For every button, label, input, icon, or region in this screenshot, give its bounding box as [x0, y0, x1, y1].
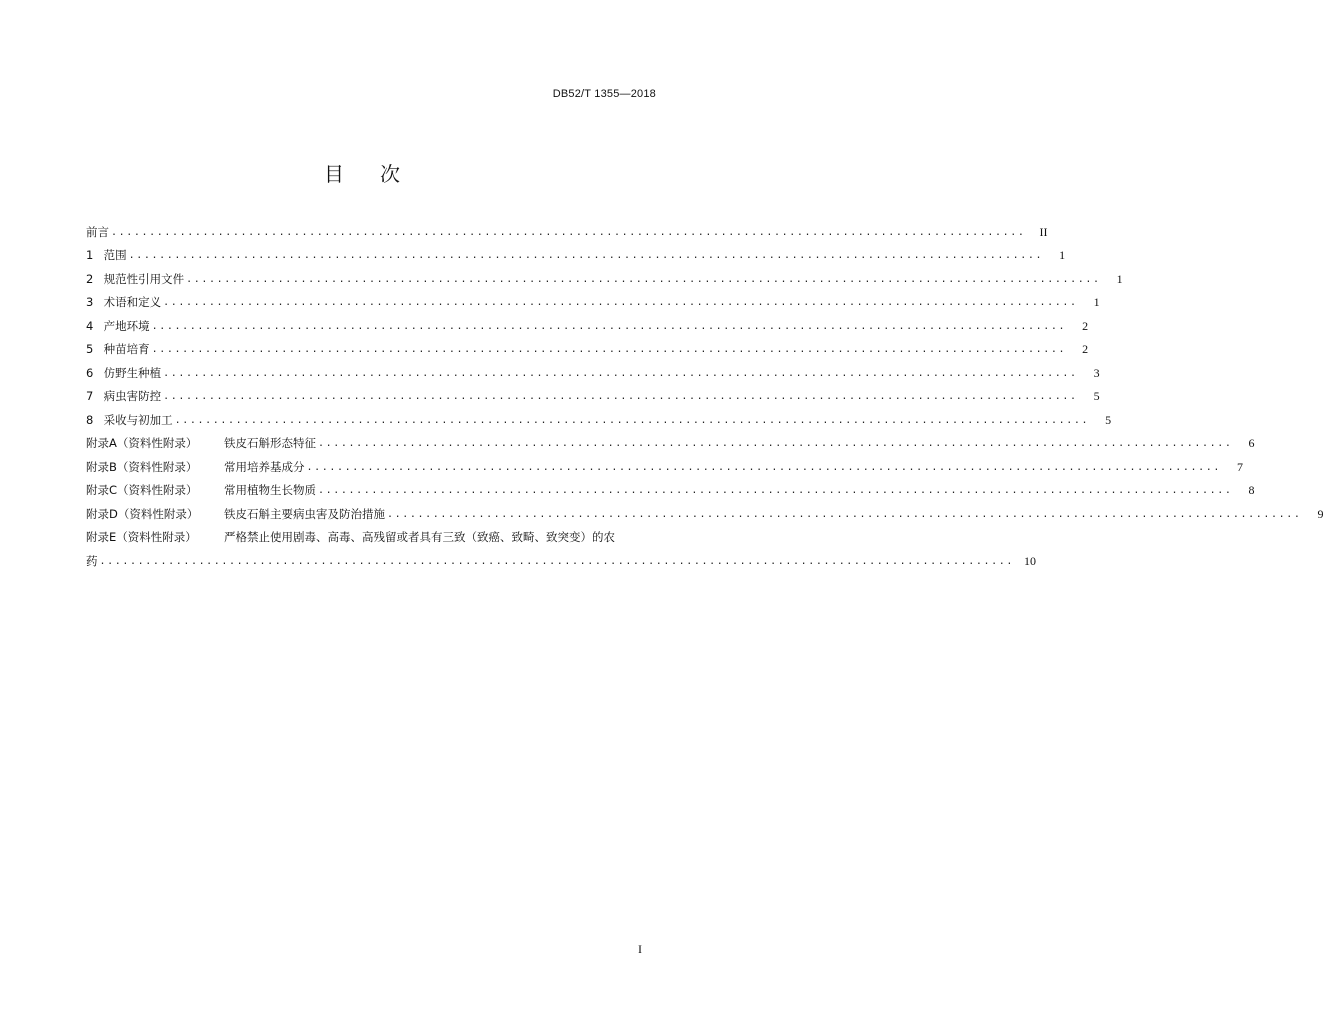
- toc-entry-page: 1: [1116, 271, 1123, 286]
- toc-entry-5[interactable]: [86, 334, 1089, 358]
- toc-leader-dots: ........................................................................................................................: [387, 508, 1302, 520]
- toc-entry-label: 产地环境: [103, 318, 150, 333]
- toc-appendix-prefix: 附录B（资料性附录）: [86, 459, 198, 474]
- toc-entry-6[interactable]: [86, 357, 1100, 381]
- toc-entry-appendix-b[interactable]: [86, 451, 1243, 475]
- toc-leader-dots: ........................................................................................................................: [318, 438, 1233, 449]
- toc-entry-label: 常用植物生长物质: [224, 483, 316, 497]
- toc-entry-appendix-d[interactable]: [86, 498, 1323, 522]
- toc-entry-label-continued: 药: [86, 553, 98, 568]
- toc-entry-appendix-c[interactable]: [86, 475, 1255, 499]
- toc-entry-number: 6: [86, 365, 94, 380]
- toc-entry-page: 8: [1248, 483, 1255, 497]
- toc-leader-dots: ........................................................................................................................: [163, 367, 1078, 379]
- toc-leader-dots: ........................................................................................................................: [174, 414, 1090, 426]
- toc-entry-label: 铁皮石斛主要病虫害及防治措施: [224, 506, 385, 521]
- toc-entry-page: 3: [1093, 365, 1100, 380]
- toc-title: [0, 158, 724, 187]
- toc-entry-label: 铁皮石斛形态特征: [224, 436, 316, 450]
- document-code: DB52/T 1355—2018: [552, 88, 656, 100]
- toc-entry-appendix-e-continued[interactable]: [86, 545, 1036, 569]
- toc-entry-2[interactable]: [86, 263, 1123, 287]
- toc-entry-4[interactable]: [86, 310, 1089, 334]
- toc-entry-7[interactable]: [86, 381, 1100, 405]
- toc-entry-page: 7: [1236, 459, 1243, 474]
- table-of-contents: [86, 216, 1323, 569]
- toc-entry-number: 2: [86, 271, 94, 286]
- toc-entry-page: 10: [1023, 553, 1036, 568]
- toc-title-char-2: 次: [380, 162, 400, 186]
- toc-entry-label: 采收与初加工: [103, 412, 173, 427]
- toc-entry-label: 仿野生种植: [103, 365, 162, 380]
- toc-entry-label: 范围: [103, 248, 127, 262]
- toc-entry-page: II: [1039, 224, 1048, 239]
- toc-entry-number: 3: [86, 295, 94, 309]
- toc-entry-label: 种苗培育: [103, 342, 150, 356]
- toc-leader-dots: ........................................................................................................................: [151, 320, 1067, 332]
- toc-appendix-prefix: 附录E（资料性附录）: [86, 530, 197, 544]
- toc-leader-dots: ........................................................................................................................: [99, 555, 1014, 567]
- toc-entry-page: 1: [1093, 295, 1100, 309]
- toc-appendix-prefix: 附录D（资料性附录）: [86, 506, 199, 521]
- toc-entry-foreword[interactable]: [86, 216, 1048, 240]
- toc-entry-page: 5: [1105, 412, 1112, 427]
- toc-leader-dots: ........................................................................................................................: [111, 226, 1026, 238]
- toc-entry-page: 1: [1059, 248, 1066, 262]
- toc-entry-appendix-a[interactable]: [86, 428, 1255, 452]
- toc-leader-dots: ........................................................................................................................: [163, 297, 1078, 308]
- toc-entry-label: 常用培养基成分: [224, 459, 305, 474]
- page-number: I: [638, 942, 642, 956]
- toc-title-char-1: 目: [324, 162, 344, 186]
- toc-entry-label: 前言: [86, 224, 109, 239]
- toc-entry-appendix-e[interactable]: [86, 522, 656, 546]
- toc-leader-dots: ........................................................................................................................: [128, 250, 1044, 261]
- toc-leader-dots: ........................................................................................................................: [318, 485, 1233, 496]
- toc-entry-1[interactable]: [86, 240, 1066, 264]
- toc-leader-dots: ........................................................................................................................: [186, 273, 1101, 285]
- toc-entry-number: 8: [86, 412, 94, 427]
- toc-entry-page: 5: [1093, 389, 1100, 403]
- toc-entry-number: 1: [86, 248, 94, 262]
- toc-entry-label: 规范性引用文件: [103, 271, 185, 286]
- toc-appendix-prefix: 附录C（资料性附录）: [86, 483, 198, 497]
- toc-appendix-prefix: 附录A（资料性附录）: [86, 436, 198, 450]
- toc-entry-3[interactable]: [86, 287, 1100, 311]
- toc-entry-page: 9: [1317, 506, 1323, 521]
- toc-leader-dots: ........................................................................................................................: [151, 344, 1067, 355]
- toc-entry-8[interactable]: [86, 404, 1112, 428]
- toc-entry-number: 7: [86, 389, 94, 403]
- toc-entry-label: 术语和定义: [103, 295, 162, 309]
- toc-leader-dots: ........................................................................................................................: [163, 391, 1078, 402]
- toc-entry-number: 4: [86, 318, 94, 333]
- toc-entry-number: 5: [86, 342, 94, 356]
- toc-entry-page: 6: [1248, 436, 1255, 450]
- toc-entry-label: 病虫害防控: [103, 389, 162, 403]
- toc-entry-page: 2: [1082, 342, 1089, 356]
- toc-entry-page: 2: [1082, 318, 1089, 333]
- toc-leader-dots: ........................................................................................................................: [306, 461, 1221, 473]
- toc-entry-label: 严格禁止使用剧毒、高毒、高残留或者具有三致（致癌、致畸、致突变）的农: [224, 530, 615, 544]
